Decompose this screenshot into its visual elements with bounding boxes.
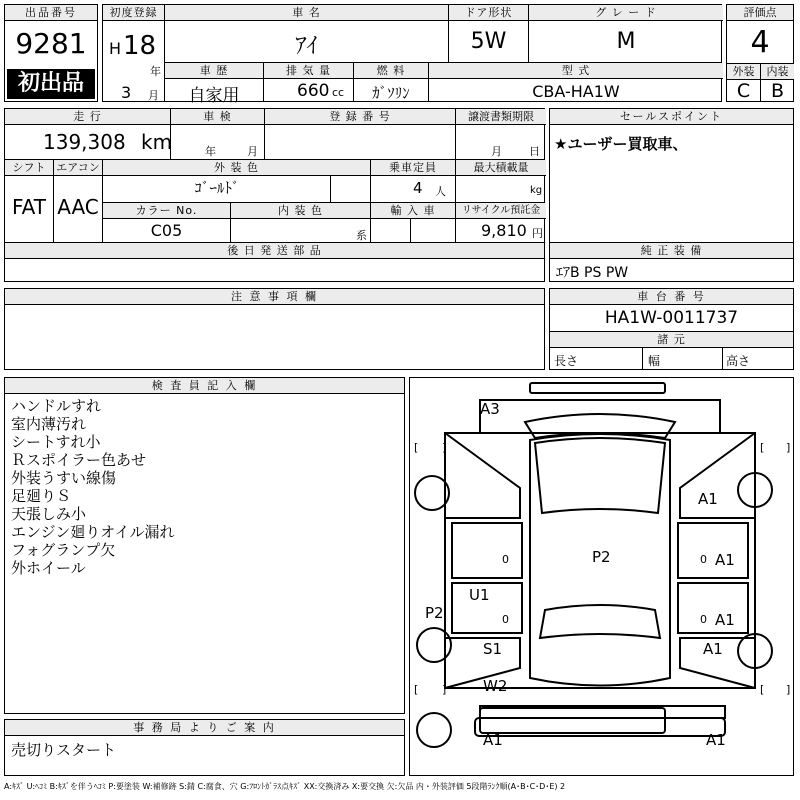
inspector-line: ハンドルすれ	[11, 397, 102, 415]
lot-number: 9281	[15, 27, 87, 60]
aircon-label: エアコン	[54, 160, 102, 176]
zero-right-1: 0	[700, 553, 707, 566]
inspector-lines	[11, 397, 175, 577]
spare-wheel	[417, 713, 451, 747]
dims-width: 幅	[648, 354, 661, 368]
door-label: ドア形状	[449, 5, 528, 21]
fuel-value: ｶﾞｿﾘﾝ	[372, 84, 410, 102]
bracket-open-right-bottom: [	[760, 683, 765, 696]
grade-value: M	[616, 29, 636, 54]
inspector-line: 室内薄汚れ	[11, 415, 87, 433]
left-fender	[445, 433, 520, 518]
door-value: 5W	[470, 29, 507, 54]
zero-left-1: 0	[502, 553, 509, 566]
lot-box	[4, 4, 98, 102]
recycle-value: 9,810	[481, 221, 527, 240]
grade-label: グ レ ー ド	[529, 5, 723, 21]
displacement-label: 排 気 量	[264, 63, 353, 79]
lot-label: 出品番号	[5, 5, 97, 21]
inspector-line: Ｒスポイラー色あせ	[11, 451, 147, 469]
office-box	[4, 719, 405, 776]
office-text: 売切りスタート	[11, 741, 117, 759]
ext-color-label: 外 装 色	[103, 160, 370, 176]
max-load-unit: kg	[530, 185, 543, 196]
displacement-value: 660	[297, 81, 330, 101]
wheel-front-left	[415, 476, 449, 510]
color-no-label: カラー No.	[103, 203, 230, 219]
inspector-line: フォグランプ欠	[11, 541, 116, 559]
dims-length: 長さ	[554, 354, 579, 368]
max-load-label: 最大積載量	[456, 160, 546, 176]
mileage-unit: km	[141, 130, 173, 154]
damage-mark-a1-front: A1	[698, 490, 718, 508]
inspector-line: 外装うすい線傷	[11, 469, 117, 487]
damage-mark-p2-left: P2	[425, 604, 444, 622]
damage-mark-a1-bottom-right: A1	[706, 731, 726, 749]
inspection-label: 車 検	[171, 109, 264, 125]
sales-point-text: ★ユーザー買取車、	[554, 135, 688, 153]
inspector-line: 外ホイール	[11, 559, 86, 577]
ext-score-value: C	[736, 80, 751, 102]
damage-diagram-box	[409, 377, 794, 776]
inspector-line: 足廻りＳ	[11, 487, 72, 505]
model-value: CBA-HA1W	[532, 82, 620, 101]
first-reg-label: 初度登録	[103, 5, 164, 21]
damage-mark-p2-roof: P2	[592, 548, 611, 566]
damage-mark-u1: U1	[469, 586, 490, 604]
history-label: 車 歴	[165, 63, 263, 79]
recycle-label: リサイクル預託金	[456, 203, 546, 219]
ext-color-value: ｺﾞｰﾙﾄﾞ	[194, 179, 240, 197]
damage-mark-w2: W2	[483, 677, 508, 695]
capacity-label: 乗車定員	[371, 160, 455, 176]
bottom-bumper-line	[480, 708, 665, 733]
zero-right-2: 0	[700, 613, 707, 626]
int-color-label: 内 装 色	[231, 203, 370, 219]
first-reg-year-unit: 年	[150, 65, 161, 78]
first-reg-year: 18	[123, 31, 157, 61]
bracket-open-right-top: [	[760, 441, 765, 454]
inspector-line: シートすれ小	[11, 433, 101, 451]
notes-box	[4, 288, 545, 370]
inspection-month-unit: 月	[247, 145, 258, 158]
chassis-value: HA1W-0011737	[604, 308, 739, 328]
zero-left-2: 0	[502, 613, 509, 626]
plate-label: 登 録 番 号	[265, 109, 455, 125]
capacity-value: 4	[413, 179, 423, 197]
first-reg-month-unit: 月	[148, 89, 159, 102]
bracket-open-left-bottom: [	[414, 683, 419, 696]
bracket-close-right-top: ]	[786, 441, 791, 454]
color-no-value: C05	[150, 221, 183, 240]
capacity-unit: 人	[435, 185, 446, 198]
damage-mark-a1-right1: A1	[715, 551, 735, 569]
name-value: ｱｲ	[295, 34, 318, 59]
inspector-label: 検 査 員 記 入 欄	[5, 378, 404, 394]
inspector-box	[4, 377, 405, 714]
mileage-label: 走 行	[5, 109, 170, 125]
chassis-box	[549, 288, 794, 370]
chassis-label: 車 台 番 号	[550, 289, 793, 305]
bracket-close-left-bottom: ]	[442, 683, 447, 696]
detail-grid	[4, 108, 545, 282]
bracket-close-right-bottom: ]	[786, 683, 791, 696]
car-diagram	[410, 378, 793, 775]
damage-mark-a1-right2: A1	[715, 611, 735, 629]
inspector-line: 天張しみ小	[11, 505, 87, 523]
int-score-value: B	[770, 80, 785, 102]
right-door-rear	[678, 583, 748, 633]
top-bumper-line	[530, 383, 665, 393]
damage-mark-s1: S1	[483, 640, 503, 658]
score-label: 評価点	[727, 5, 793, 21]
transfer-month-unit: 月	[491, 145, 502, 158]
dims-height: 高さ	[726, 354, 751, 368]
genuine-value: ｴｱB PS PW	[556, 265, 629, 281]
sales-point-box	[549, 108, 794, 282]
damage-mark-a1-bottom-left: A1	[483, 731, 503, 749]
office-label: 事 務 局 よ り ご 案 内	[5, 720, 404, 736]
genuine-label: 純 正 装 備	[550, 243, 793, 259]
bracket-open-left-top: [	[414, 441, 419, 454]
aircon-value: AAC	[57, 195, 99, 219]
score-box	[726, 4, 794, 102]
recycle-unit: 円	[532, 227, 543, 240]
first-listing-badge: 初出品	[7, 69, 95, 99]
bracket-close-left-top: ]	[442, 441, 447, 454]
later-parts-label: 後 日 発 送 部 品	[5, 243, 544, 259]
sales-point-label: セールスポイント	[550, 109, 793, 125]
notes-label: 注 意 事 項 欄	[5, 289, 544, 305]
shift-label: シフト	[5, 160, 53, 176]
transfer-label: 譲渡書類期限	[456, 109, 546, 125]
mileage-value: 139,308	[43, 130, 126, 154]
score-value: 4	[750, 25, 770, 60]
inspector-line: エンジン廻りオイル漏れ	[11, 523, 175, 541]
history-value: 自家用	[188, 86, 240, 106]
right-door-front	[678, 523, 748, 578]
int-score-label: 内装	[761, 64, 794, 80]
dims-label: 諸 元	[550, 332, 793, 348]
transfer-day-unit: 日	[529, 145, 540, 158]
rear-glass	[540, 605, 660, 638]
displacement-unit: cc	[332, 86, 345, 99]
int-color-suffix: 系	[356, 229, 367, 242]
legend-text: A:ｷｽﾞ U:ﾍｺﾐ B:ｷｽﾞを伴うﾍｺﾐ P:要塗装 W:補修跡 S:錆 C:腐食、穴 G:ﾌﾛﾝﾄｶﾞﾗｽ点ｷｽﾞ XX:交換済み X:要交換 欠:欠品 内・外装評価 5段階ﾗﾝｸ順(A･B･C･D･E) 2	[4, 782, 566, 791]
first-reg-month: 3	[121, 83, 132, 102]
damage-mark-a3: A3	[480, 400, 500, 418]
name-label: 車 名	[165, 5, 448, 21]
left-door-front	[452, 523, 522, 578]
ext-score-label: 外装	[727, 64, 760, 80]
model-label: 型 式	[429, 63, 723, 79]
inspection-year-unit: 年	[205, 145, 216, 158]
spec-grid	[102, 4, 722, 106]
fuel-label: 燃 料	[354, 63, 428, 79]
shift-value: FAT	[11, 195, 46, 219]
first-reg-era: H	[109, 39, 122, 58]
damage-mark-a1-right3: A1	[703, 640, 723, 658]
roof-front-panel	[535, 438, 665, 513]
front-hood-outline	[480, 400, 720, 433]
import-label: 輸 入 車	[371, 203, 455, 219]
